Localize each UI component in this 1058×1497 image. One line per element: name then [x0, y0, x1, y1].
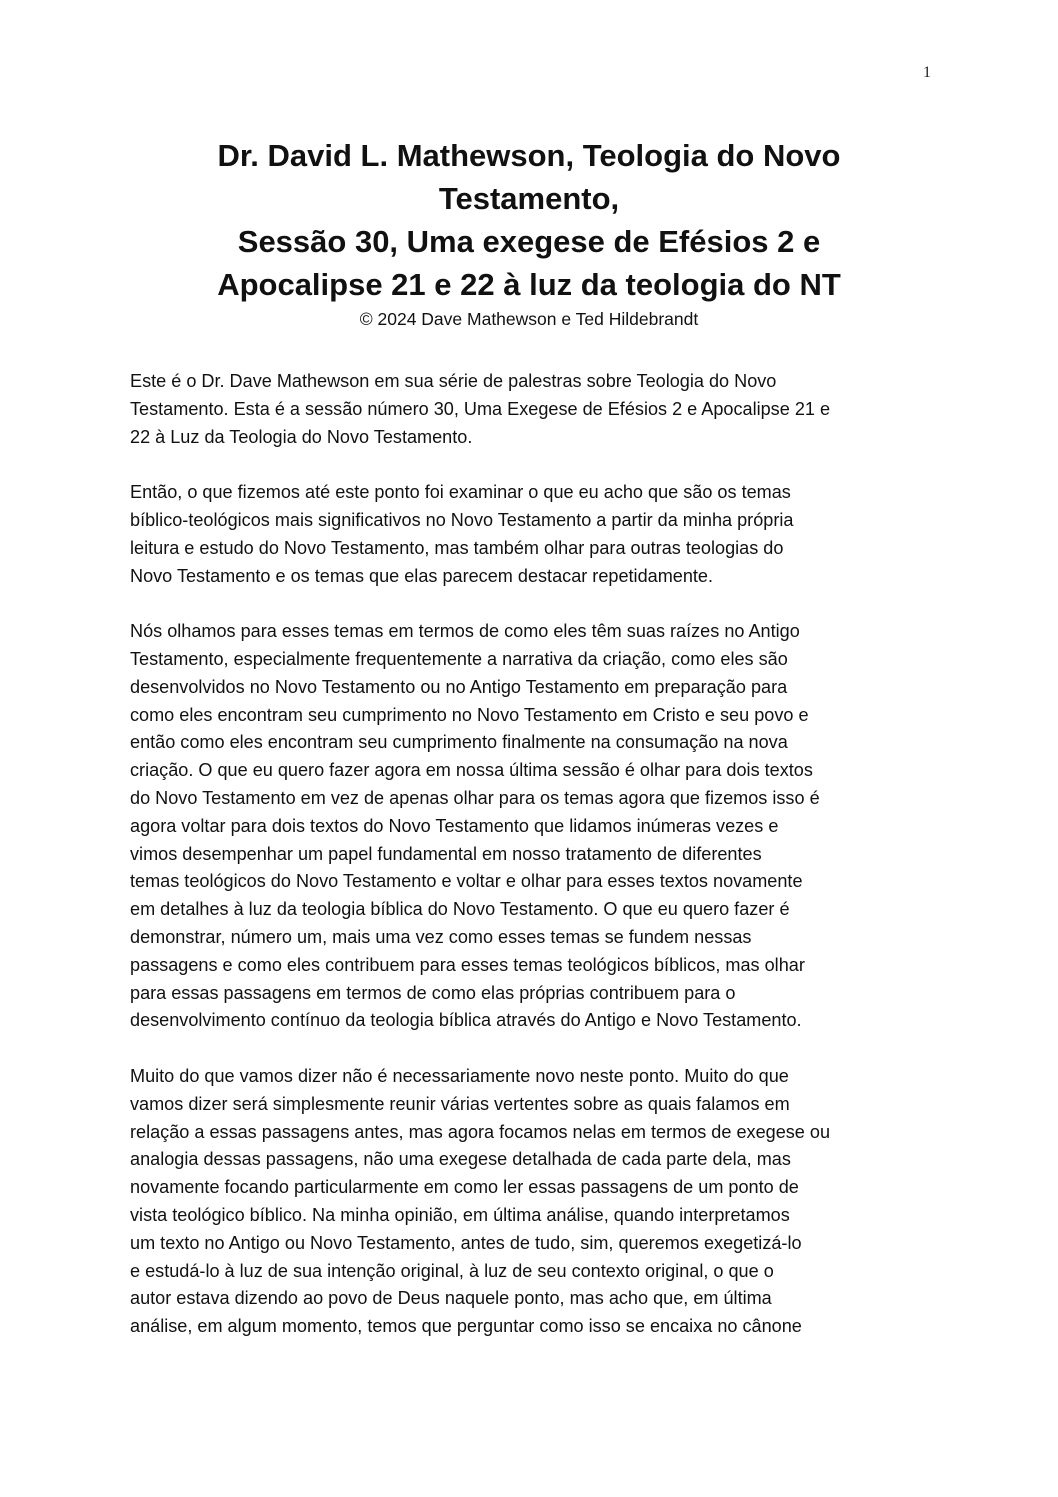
paragraph-line: autor estava dizendo ao povo de Deus naquele ponto, mas acho que, em última	[130, 1288, 772, 1309]
paragraph-1	[130, 368, 930, 451]
paragraph-2	[130, 479, 930, 590]
title-line-1: Dr. David L. Mathewson, Teologia do Novo	[217, 138, 841, 173]
paragraph-line: para essas passagens em termos de como elas próprias contribuem para o	[130, 982, 736, 1003]
paragraph-line: vista teológico bíblico. Na minha opinião, em última análise, quando interpretamos	[130, 1204, 790, 1225]
paragraph-line: analogia dessas passagens, não uma exegese detalhada de cada parte dela, mas	[130, 1149, 791, 1170]
document-header	[130, 134, 928, 332]
paragraph-line: Testamento. Esta é a sessão número 30, Uma Exegese de Efésios 2 e Apocalipse 21 e	[130, 398, 831, 419]
paragraph-line: vamos dizer será simplesmente reunir várias vertentes sobre as quais falamos em	[130, 1093, 790, 1114]
paragraph-line: novamente focando particularmente em como ler essas passagens de um ponto de	[130, 1177, 799, 1198]
paragraph-line: Este é o Dr. Dave Mathewson em sua série de palestras sobre Teologia do Novo	[130, 371, 777, 391]
paragraph-line: desenvolvidos no Novo Testamento ou no Antigo Testamento em preparação para	[130, 676, 788, 697]
paragraph-line: um texto no Antigo ou Novo Testamento, antes de tudo, sim, queremos exegetizá-lo	[130, 1232, 802, 1253]
paragraph-line: demonstrar, número um, mais uma vez como esses temas se fundem nessas	[130, 926, 752, 947]
paragraph-line: então como eles encontram seu cumprimento finalmente na consumação na nova	[130, 732, 788, 753]
paragraph-line: Nós olhamos para esses temas em termos de como eles têm suas raízes no Antigo	[130, 621, 800, 642]
paragraph-line: passagens e como eles contribuem para esses temas teológicos bíblicos, mas olhar	[130, 954, 805, 975]
title-line-3: Sessão 30, Uma exegese de Efésios 2 e	[237, 224, 821, 259]
paragraph-line: Testamento, especialmente frequentemente a narrativa da criação, como eles são	[130, 648, 788, 669]
copyright-notice: © 2024 Dave Mathewson e Ted Hildebrandt	[359, 309, 699, 329]
paragraph-line: 22 à Luz da Teologia do Novo Testamento.	[130, 426, 473, 447]
paragraph-line: vimos desempenhar um papel fundamental em nosso tratamento de diferentes	[130, 843, 762, 864]
paragraph-line: Muito do que vamos dizer não é necessariamente novo neste ponto. Muito do que	[130, 1065, 789, 1086]
paragraph-line: relação a essas passagens antes, mas agora focamos nelas em termos de exegese ou	[130, 1121, 831, 1142]
title-line-4: Apocalipse 21 e 22 à luz da teologia do NT	[217, 267, 841, 302]
paragraph-line: do Novo Testamento em vez de apenas olhar para os temas agora que fizemos isso é	[130, 787, 820, 808]
paragraph-line: agora voltar para dois textos do Novo Testamento que lidamos inúmeras vezes e	[130, 815, 779, 836]
paragraph-4	[130, 1063, 930, 1341]
paragraph-line: desenvolvimento contínuo da teologia bíblica através do Antigo e Novo Testamento.	[130, 1010, 802, 1031]
paragraph-line: Novo Testamento e os temas que elas parecem destacar repetidamente.	[130, 565, 714, 586]
title-line-2: Testamento,	[438, 181, 620, 216]
page-number: 1	[923, 64, 931, 81]
paragraph-3	[130, 618, 930, 1035]
document-body	[130, 368, 930, 1369]
paragraph-line: leitura e estudo do Novo Testamento, mas também olhar para outras teologias do	[130, 537, 784, 558]
paragraph-line: como eles encontram seu cumprimento no Novo Testamento em Cristo e seu povo e	[130, 704, 809, 725]
paragraph-line: criação. O que eu quero fazer agora em nossa última sessão é olhar para dois textos	[130, 760, 813, 781]
paragraph-line: em detalhes à luz da teologia bíblica do Novo Testamento. O que eu quero fazer é	[130, 899, 790, 920]
paragraph-line: temas teológicos do Novo Testamento e voltar e olhar para esses textos novamente	[130, 871, 803, 892]
paragraph-line: análise, em algum momento, temos que perguntar como isso se encaixa no cânone	[130, 1316, 802, 1337]
paragraph-line: Então, o que fizemos até este ponto foi examinar o que eu acho que são os temas	[130, 482, 791, 503]
paragraph-line: bíblico-teológicos mais significativos no Novo Testamento a partir da minha própria	[130, 509, 794, 530]
paragraph-line: e estudá-lo à luz de sua intenção original, à luz de seu contexto original, o que o	[130, 1260, 774, 1281]
